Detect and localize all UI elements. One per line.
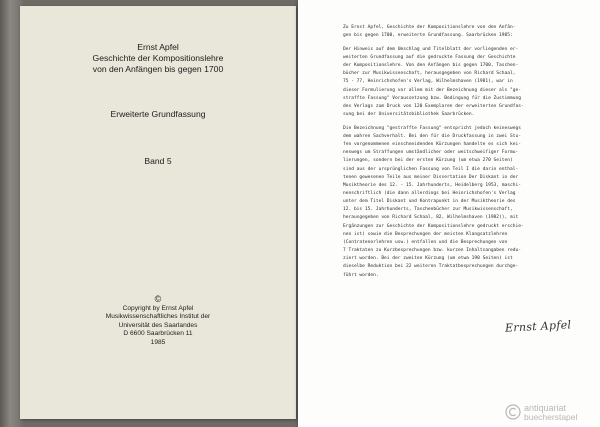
text-line: 7 Traktaten zu Kurzbesprechungen bzw. kurzen Inhaltsangaben redu- xyxy=(343,248,521,254)
copyright-line-3: Universität des Saarlandes xyxy=(118,321,198,329)
text-line: der Kompositionslehre. Von den Anfängen bis gegen 1700, Taschen- xyxy=(343,63,519,69)
typed-page xyxy=(298,0,600,427)
text-line: sung bei der Universitätsbibliothek Saarbrücken. xyxy=(343,112,475,118)
paragraph-2 xyxy=(343,125,593,280)
text-line: nenschriftlich (die dann allerdings bei Heinrichshofen's Verlag xyxy=(343,190,516,196)
text-line: weiterten Grundfassung auf die gedruckte Fassung der Geschichte xyxy=(343,54,516,60)
text-line: Die Bezeichnung "gestraffte Fassung" entspricht jedoch keineswegs xyxy=(343,125,521,131)
text-line: Musiktheorie des 12. - 15. Jahrhunderts, Heidelberg 1953, maschi- xyxy=(343,182,521,188)
typed-text xyxy=(343,24,593,280)
text-line: sind aus der ursprünglichen Fassung von Teil I die darin enthal- xyxy=(343,166,519,172)
cover-subtitle: Erweiterte Grundfassung xyxy=(110,109,206,119)
text-line: nen ist) sowie die Besprechungen der meisten Klangsatzlehren xyxy=(343,231,508,237)
text-line: straffte Fassung" Voraussetzung bzw. Bedingung für die Zustimmung xyxy=(343,95,521,101)
text-line: ziert worden. Bei der zweiten Kürzung (um etwa 190 Seiten) ist xyxy=(343,256,513,262)
paragraph-1 xyxy=(343,46,593,119)
cover-title-block xyxy=(20,42,296,76)
text-line: neswegs um Straffungen umständlicher oder weitschweifiger Formu- xyxy=(343,150,519,156)
handwritten-signature: Ernst Apfel xyxy=(504,318,572,335)
text-line: lierungen, sondern bei der ersten Kürzung (um etwa 270 Seiten) xyxy=(343,158,513,164)
cover-band: Band 5 xyxy=(144,156,172,166)
text-line: 12. bis 15. Jahrhunderts, Taschenbücher zur Musikwissenschaft, xyxy=(343,207,513,213)
copyright-line-2: Musikwissenschaftliches Institut der xyxy=(105,313,211,321)
text-line: (Contratenorlehren usw.) entfallen und die Besprechungen von xyxy=(343,239,508,245)
copyright-line-1: Copyright by Ernst Apfel xyxy=(122,305,194,312)
header-paragraph xyxy=(343,24,593,40)
text-line: dem wahren Sachverhalt. Bei den für die Druckfassung in zwei Stu- xyxy=(343,133,521,139)
book-cover xyxy=(20,6,296,419)
text-line: führt worden. xyxy=(343,272,379,278)
text-line: fen vorgenommenen einschneidenden Kürzungen handelte es sich kei- xyxy=(343,142,521,148)
header-line: gen bis gegen 1700, erweiterte Grundfassung. Saarbrücken 1985: xyxy=(343,33,513,39)
cover-title-line-2: von den Anfängen bis gegen 1700 xyxy=(92,64,224,75)
text-line: unter dem Titel Diskant und Kontrapunkt in der Musiktheorie des xyxy=(343,199,516,205)
cover-author: Ernst Apfel xyxy=(137,42,179,52)
text-line: dieser Formulierung vor allem mit der Bezeichnung dieser als "ge- xyxy=(343,87,521,93)
text-line: herausgegeben von Richard Schaal, 82, Wilhelmshaven (1982)), mit xyxy=(343,215,519,221)
cover-copyright-block xyxy=(20,294,296,347)
text-line: dieselbe Reduktion bei 22 weiteren Traktatbesprechungen durchge- xyxy=(343,264,519,270)
copyright-symbol: © xyxy=(154,294,162,304)
text-line: tenen gewesenen Teile aus meiner Dissertation Der Diskant in der xyxy=(343,174,519,180)
copyright-line-5: 1985 xyxy=(150,338,166,346)
copyright-line-4: D 6600 Saarbrücken 11 xyxy=(123,330,193,338)
header-line: Zu Ernst Apfel, Geschichte der Kompositionslehre von den Anfän- xyxy=(343,25,516,30)
cover-title-line-1: Geschichte der Kompositionslehre xyxy=(92,53,224,64)
text-line: 75 - 77, Heinrichshofen's Verlag, Wilhelmshaven (1981), war in xyxy=(343,79,513,85)
antiquariat-seal xyxy=(504,401,596,423)
text-line: bücher zur Musikwissenschaft, herausgegeben von Richard Schaal, xyxy=(343,71,516,77)
text-line: des Verlags zum Druck von 120 Exemplaren der erweiterten Grundfas- xyxy=(343,103,524,109)
seal-domain: buecherstapel xyxy=(524,412,578,422)
text-line: Ergänzungen zur Geschichte der Kompositionslehre gedruckt erschie- xyxy=(343,223,524,229)
seal-name: antiquariat xyxy=(524,403,567,413)
text-line: Der Hinweis auf dem Umschlag und Titelblatt der vorliegenden er- xyxy=(343,46,519,52)
